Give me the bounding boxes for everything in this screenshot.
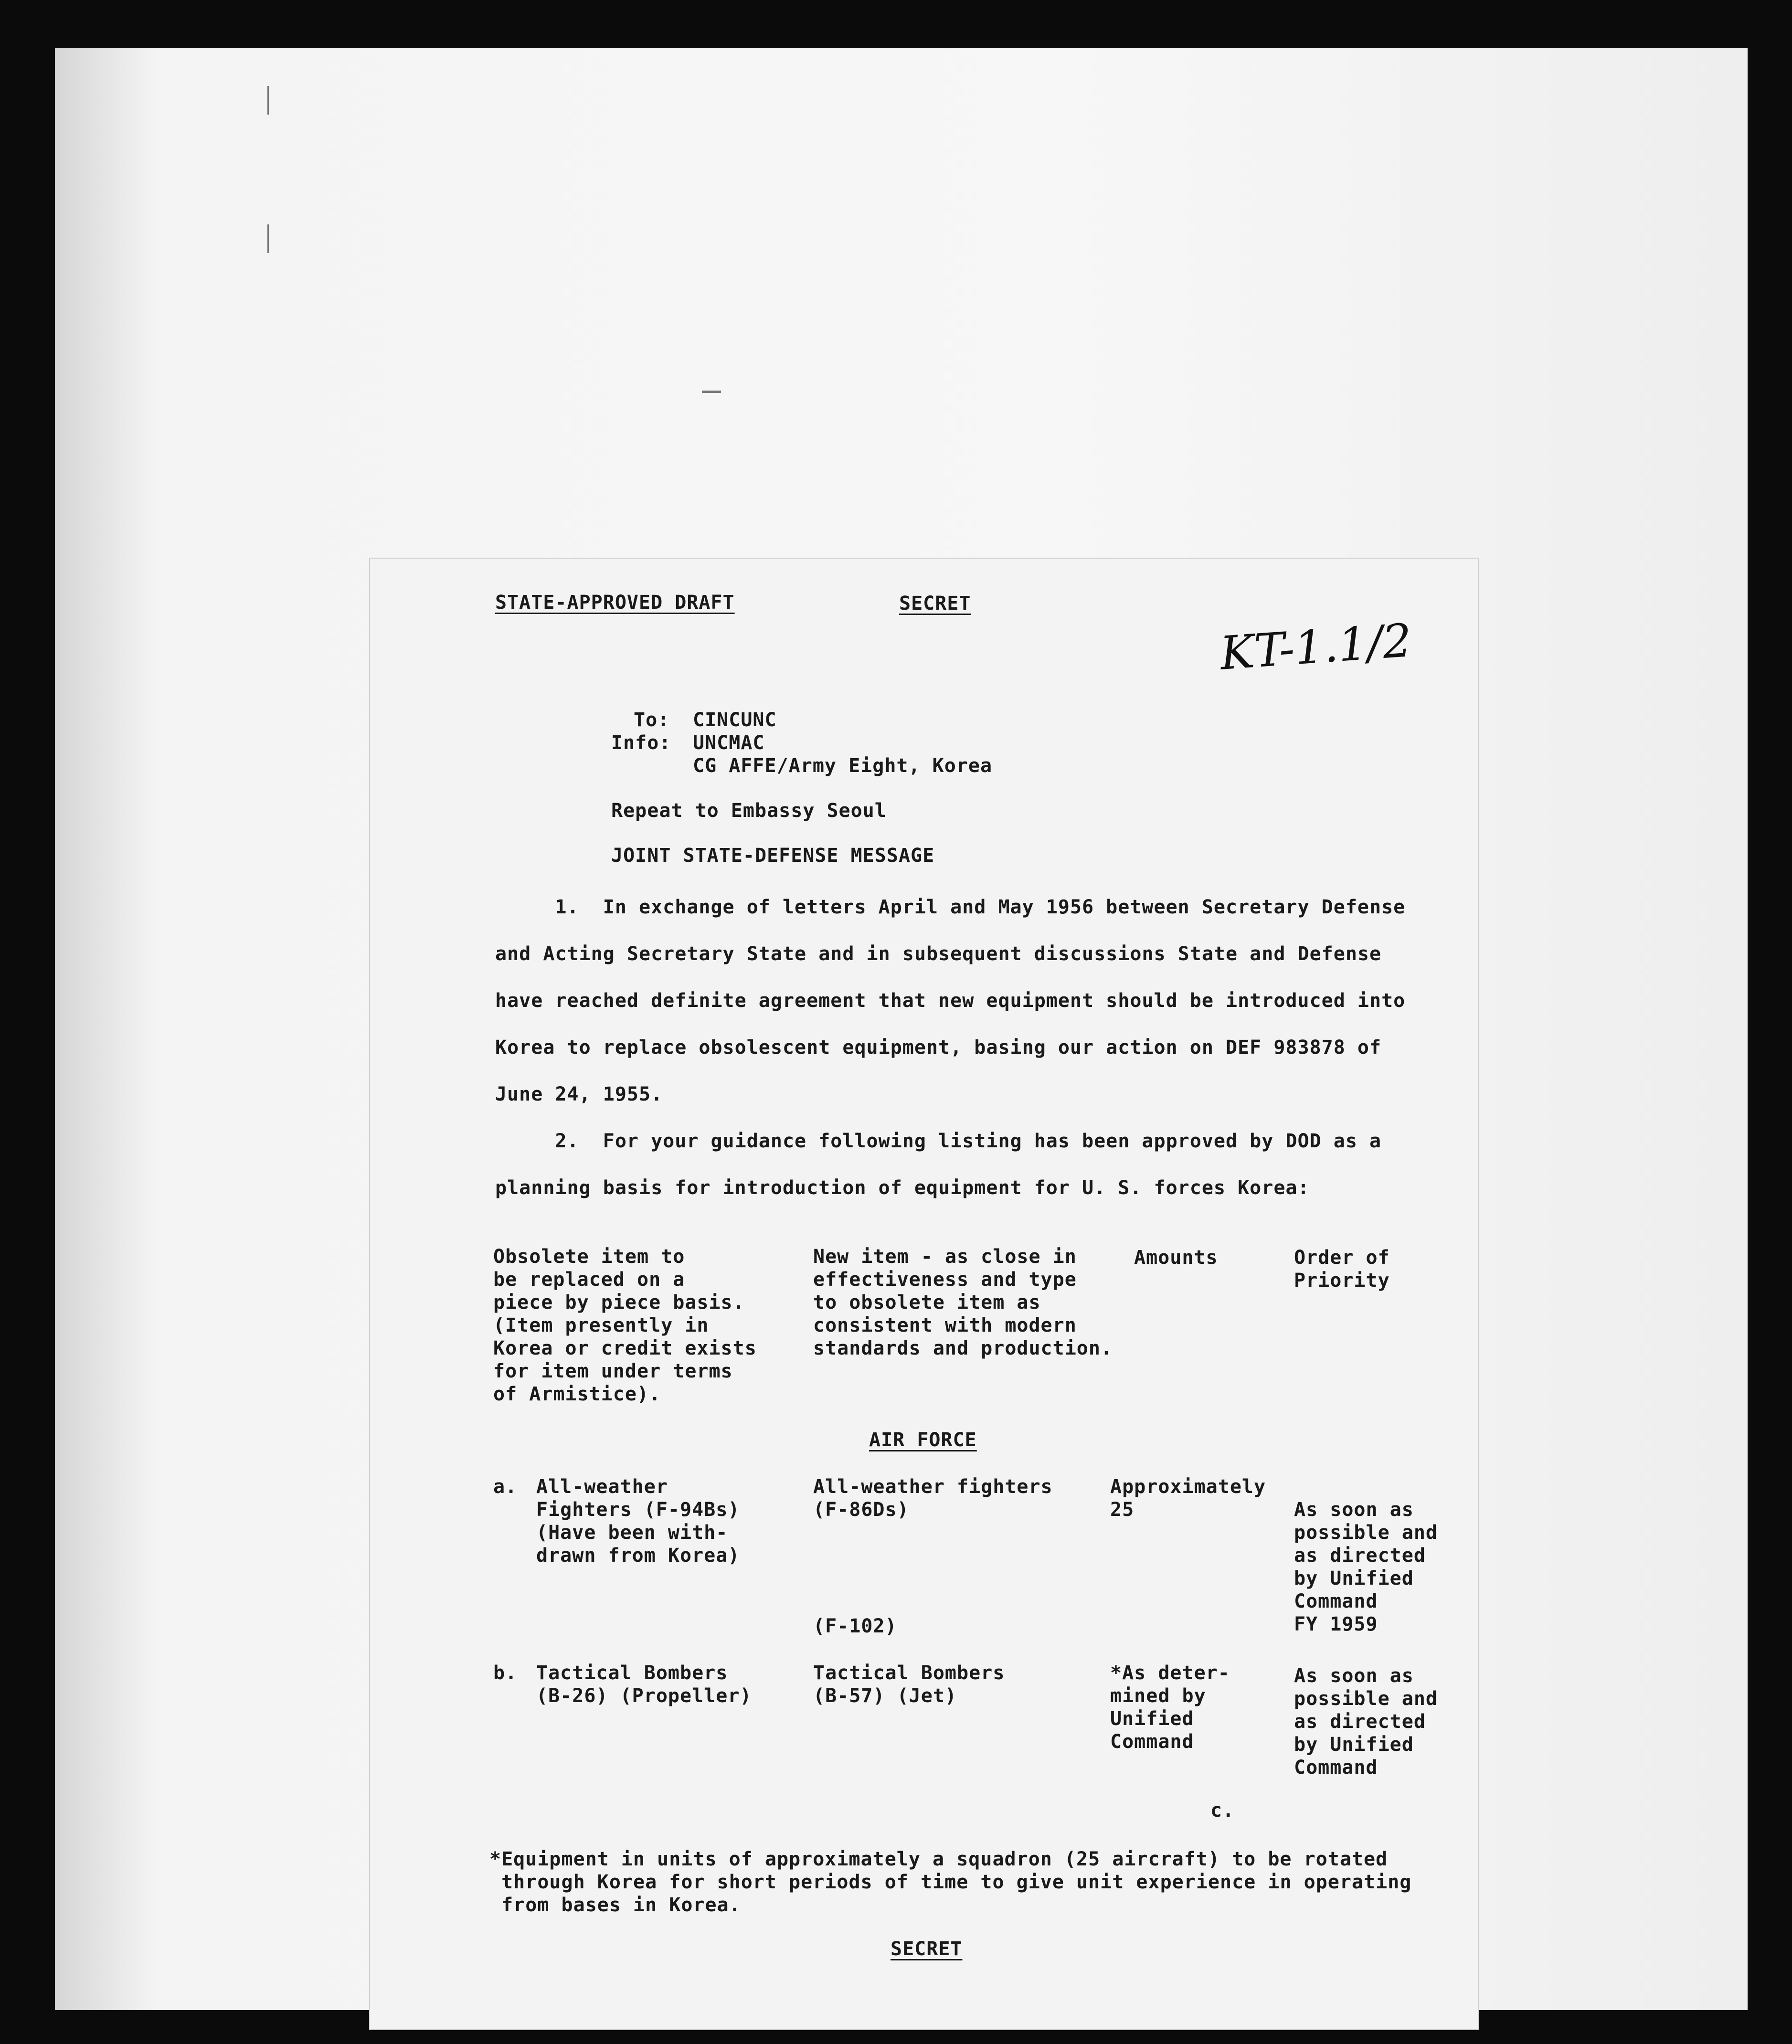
row-letter: b. [493, 1662, 518, 1684]
continuation-marker: c. [1210, 1800, 1235, 1822]
paragraph-1-line: 1. In exchange of letters April and May 1956 between Secretary Defense [495, 896, 1406, 918]
scratch-mark [702, 391, 721, 393]
paragraph-2-line: 2. For your guidance following listing has been approved by DOD as a [495, 1130, 1382, 1152]
header-obsolete-item: Obsolete item to be replaced on a piece by piece basis. (Item presently in Korea or credit exists for item under terms of Armistice). [493, 1246, 757, 1405]
row-obsolete-item: All-weather Fighters (F-94Bs) (Have been with- drawn from Korea) [536, 1476, 740, 1567]
info-value-2: CG AFFE/Army Eight, Korea [693, 755, 993, 777]
classification-header: SECRET [899, 593, 971, 614]
row-priority: As soon as possible and as directed by Unified Command [1294, 1665, 1438, 1779]
row-priority: As soon as possible and as directed by Unified Command FY 1959 [1294, 1499, 1438, 1635]
repeat-line: Repeat to Embassy Seoul [611, 800, 887, 822]
section-air-force: AIR FORCE [869, 1429, 977, 1451]
row-obsolete-item: Tactical Bombers (B-26) (Propeller) [536, 1662, 752, 1707]
classification-footer: SECRET [891, 1938, 963, 1960]
paragraph-1-line: have reached definite agreement that new equipment should be introduced into [495, 990, 1406, 1012]
scratch-mark [267, 224, 269, 253]
row-letter: a. [493, 1476, 518, 1498]
row-new-item: All-weather fighters (F-86Ds) [813, 1476, 1053, 1521]
scratch-mark [267, 86, 269, 115]
paragraph-1-line: and Acting Secretary State and in subsequent discussions State and Defense [495, 943, 1382, 965]
draft-label: STATE-APPROVED DRAFT [495, 592, 735, 614]
paragraph-1-line: June 24, 1955. [495, 1083, 663, 1105]
paragraph-1-line: Korea to replace obsolescent equipment, basing our action on DEF 983878 of [495, 1037, 1382, 1059]
header-priority: Order of Priority [1294, 1247, 1390, 1292]
paragraph-2-line: planning basis for introduction of equipment for U. S. forces Korea: [495, 1177, 1310, 1199]
footnote: *Equipment in units of approximately a squadron (25 aircraft) to be rotated through Korea for short periods of time to give unit experience in operating from bases in Korea. [489, 1848, 1412, 1916]
header-amounts: Amounts [1134, 1247, 1218, 1269]
message-type: JOINT STATE-DEFENSE MESSAGE [611, 845, 935, 867]
document-page [370, 559, 1478, 2029]
header-new-item: New item - as close in effectiveness and type to obsolete item as consistent with modern standards and production. [813, 1246, 1113, 1359]
row-amount: *As deter- mined by Unified Command [1110, 1662, 1230, 1753]
handwritten-file-number: KT-1.1/2 [1218, 614, 1414, 680]
to-value: CINCUNC [693, 709, 777, 731]
info-value-1: UNCMAC [693, 732, 765, 754]
row-amount: Approximately 25 [1110, 1476, 1266, 1521]
row-new-item-alternate: (F-102) [813, 1615, 897, 1637]
row-new-item: Tactical Bombers (B-57) (Jet) [813, 1662, 1005, 1707]
to-label: To: [634, 709, 670, 731]
info-label: Info: [611, 732, 671, 754]
